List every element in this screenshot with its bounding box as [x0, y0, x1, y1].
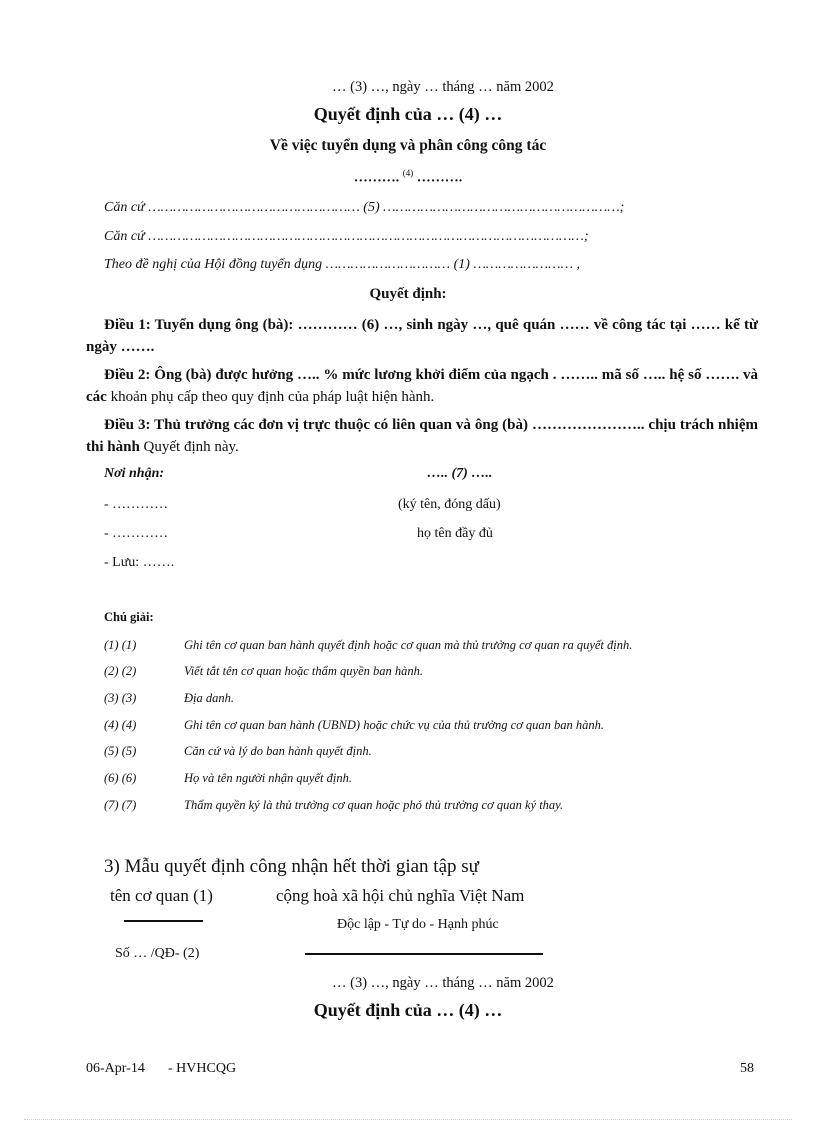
- decide-heading: Quyết định:: [369, 286, 447, 302]
- note-number: (3) (3): [104, 691, 137, 705]
- note-number: (1) (1): [104, 638, 137, 652]
- page-number: 58: [740, 1061, 754, 1076]
- agency-name: tên cơ quan (1): [110, 886, 213, 905]
- sign-name: họ tên đầy đủ: [417, 526, 493, 541]
- footer-source: - HVHCQG: [168, 1061, 237, 1076]
- note-text: Thẩm quyền ký là thủ trưởng cơ quan hoặc phó thủ trưởng cơ quan ký thay.: [184, 798, 564, 812]
- note-number: (7) (7): [104, 798, 137, 812]
- note-number: (6) (6): [104, 771, 137, 785]
- note-text: Căn cứ và lý do ban hành quyết định.: [184, 744, 372, 758]
- authority-ref: (4): [402, 168, 414, 178]
- basis-line: Theo đề nghị của Hội đồng tuyển dụng ………………………… (1) …………………… ,: [104, 257, 581, 272]
- motto-underline: [305, 953, 543, 955]
- national-motto: Độc lập - Tự do - Hạnh phúc: [337, 917, 499, 932]
- article-2: [86, 364, 758, 408]
- basis-line: Căn cứ …………………………………………… (5) …………………………………………………;: [104, 200, 625, 215]
- basis-line: Căn cứ ……………………………………………………………………………………………;: [104, 229, 589, 244]
- article-lead: Điều 2: Ông (bà) được hưởng ….. % mức lương khởi điểm của ngạch . …….. mã số ….. hệ số ……. và các: [86, 367, 758, 405]
- article-lead: Điều 3: Thủ trưởng các đơn vị trực thuộc có liên quan và ông (bà) ………………….. chịu trách nhiệm thi hành: [86, 417, 758, 455]
- note-text: Viết tắt tên cơ quan hoặc thẩm quyền ban hành.: [184, 664, 424, 678]
- recipient-item: - Lưu: …….: [104, 555, 175, 570]
- article-rest: Quyết định này.: [139, 439, 239, 455]
- note-text: Địa danh.: [184, 691, 234, 705]
- authority-suffix: ……….: [416, 170, 463, 186]
- decision-title: Quyết định của … (4) …: [313, 104, 503, 124]
- article-rest: khoản phụ cấp theo quy định của pháp luật hiện hành.: [106, 389, 435, 405]
- recipient-item: - …………: [104, 497, 169, 512]
- dateline: … (3) …, ngày … tháng … năm 2002: [332, 79, 554, 95]
- decision-subject: Về việc tuyển dụng và phân công công tác: [269, 137, 547, 154]
- country-name: cộng hoà xã hội chủ nghĩa Việt Nam: [276, 886, 525, 905]
- section-heading: 3) Mẫu quyết định công nhận hết thời gian tập sự: [104, 856, 479, 877]
- recipients-label: Nơi nhận:: [104, 466, 165, 481]
- note-text: Ghi tên cơ quan ban hành quyết định hoặc cơ quan mà thủ trưởng cơ quan ra quyết định.: [184, 638, 633, 652]
- signer-title: ….. (7) …..: [427, 466, 493, 481]
- agency-underline: [124, 920, 203, 922]
- note-number: (4) (4): [104, 718, 137, 732]
- note-text: Ghi tên cơ quan ban hành (UBND) hoặc chức vụ của thủ trưởng cơ quan ban hành.: [184, 718, 605, 732]
- sign-note: (ký tên, đóng dấu): [398, 497, 501, 512]
- issuing-authority: [0, 168, 816, 187]
- recipient-item: - …………: [104, 526, 169, 541]
- note-text: Họ và tên người nhận quyết định.: [184, 771, 352, 785]
- document-number: Số … /QĐ- (2): [115, 946, 200, 961]
- notes-heading: Chú giải:: [104, 610, 154, 624]
- article-lead: Điều 1: Tuyển dụng ông (bà): ………… (6) …, sinh ngày …, quê quán …… về công tác tại …… kể từ ngày …….: [86, 317, 758, 355]
- footer-date: 06-Apr-14: [86, 1061, 145, 1076]
- decision-title: Quyết định của … (4) …: [313, 1000, 503, 1020]
- article-1: [86, 314, 758, 358]
- note-number: (2) (2): [104, 664, 137, 678]
- page-bottom-rule: [24, 1119, 792, 1120]
- note-number: (5) (5): [104, 744, 137, 758]
- authority-prefix: ……….: [353, 170, 400, 186]
- article-3: [86, 414, 758, 458]
- dateline: … (3) …, ngày … tháng … năm 2002: [332, 975, 554, 991]
